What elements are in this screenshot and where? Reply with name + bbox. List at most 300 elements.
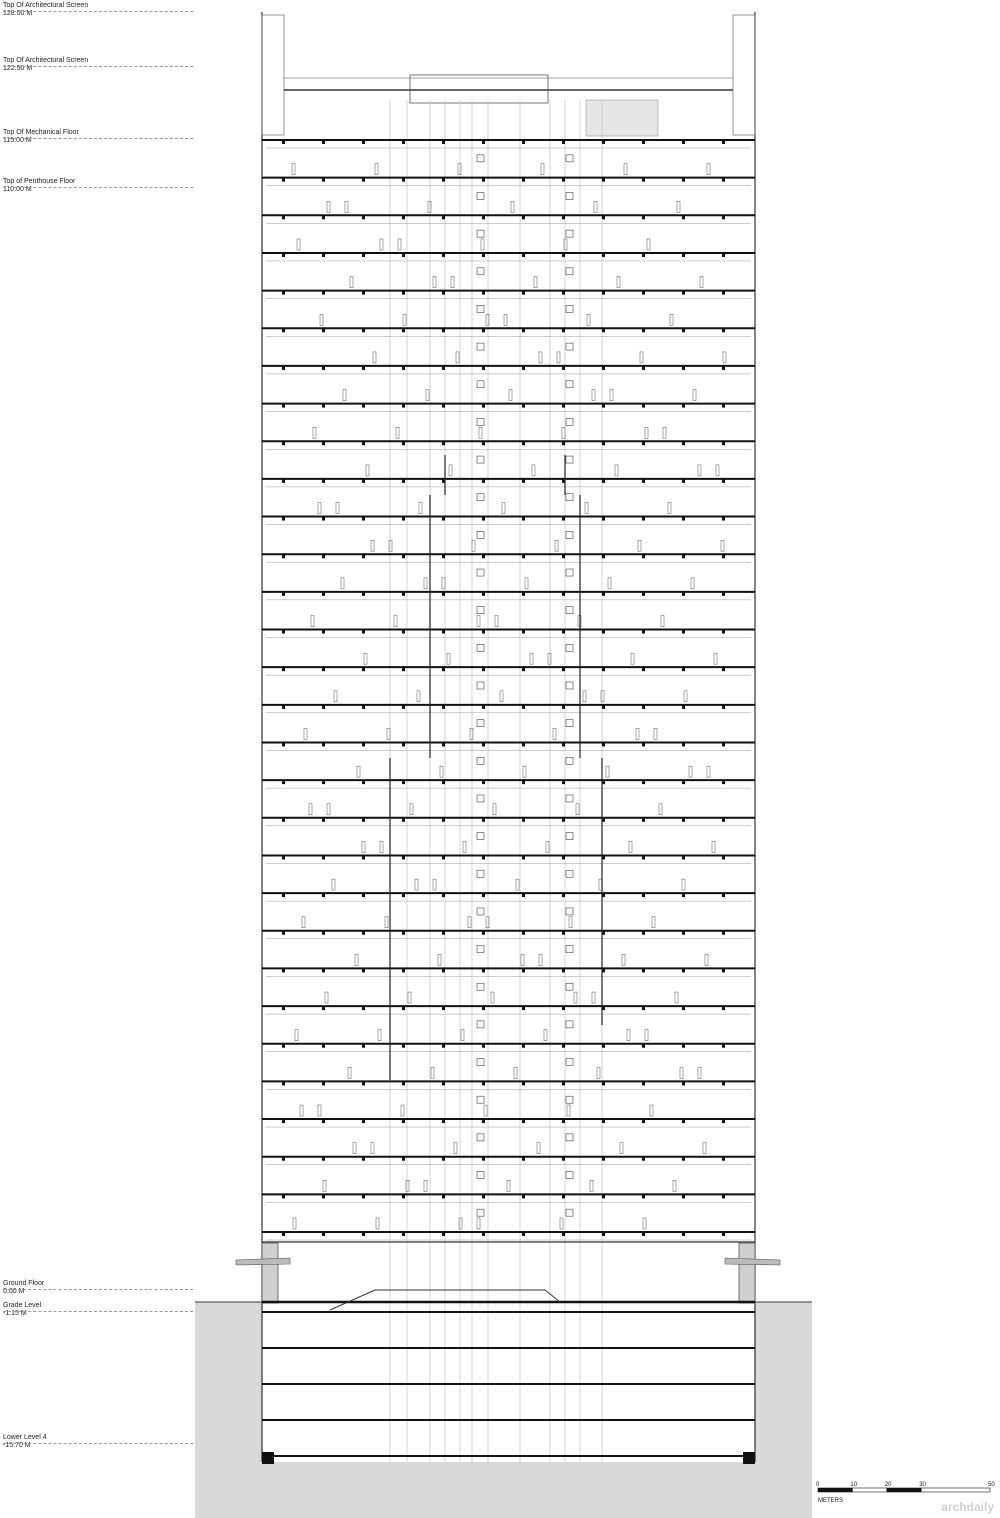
human-figure	[663, 427, 666, 438]
level-dash-line	[3, 11, 193, 12]
structural-column-mark	[522, 1232, 525, 1236]
structural-column-mark	[562, 140, 565, 144]
structural-column-mark	[602, 592, 605, 596]
structural-column-mark	[562, 742, 565, 746]
ground-floor-pier-right	[739, 1243, 755, 1303]
structural-column-mark	[562, 215, 565, 219]
level-name: Grade Level	[3, 1302, 42, 1309]
structural-column-mark	[282, 667, 285, 671]
elevator-door	[566, 644, 573, 651]
human-figure	[373, 352, 376, 363]
human-figure	[417, 691, 420, 702]
human-figure	[424, 1180, 427, 1191]
structural-column-mark	[602, 705, 605, 709]
structural-column-mark	[322, 968, 325, 972]
structural-column-mark	[562, 328, 565, 332]
human-figure	[631, 653, 634, 664]
structural-column-mark	[282, 1006, 285, 1010]
structural-column-mark	[722, 705, 725, 709]
human-figure	[546, 841, 549, 852]
human-figure	[442, 578, 445, 589]
structural-column-mark	[322, 1006, 325, 1010]
structural-column-mark	[282, 1194, 285, 1198]
structural-column-mark	[682, 968, 685, 972]
watermark-logo: archdaily	[941, 1500, 994, 1514]
structural-column-mark	[522, 780, 525, 784]
human-figure	[670, 314, 673, 325]
structural-column-mark	[722, 893, 725, 897]
structural-column-mark	[362, 1119, 365, 1123]
structural-column-mark	[682, 1081, 685, 1085]
structural-column-mark	[562, 1232, 565, 1236]
structural-column-mark	[602, 441, 605, 445]
structural-column-mark	[282, 1232, 285, 1236]
structural-column-mark	[482, 1044, 485, 1048]
structural-column-mark	[722, 1194, 725, 1198]
elevator-door	[477, 456, 484, 463]
human-figure	[426, 390, 429, 401]
structural-column-mark	[442, 1081, 445, 1085]
elevator-door	[566, 1172, 573, 1179]
structural-column-mark	[522, 1044, 525, 1048]
human-figure	[645, 1030, 648, 1041]
human-figure	[438, 954, 441, 965]
elevator-door	[477, 155, 484, 162]
human-figure	[458, 164, 461, 175]
human-figure	[493, 804, 496, 815]
structural-column-mark	[642, 667, 645, 671]
structural-column-mark	[602, 253, 605, 257]
structural-column-mark	[682, 1157, 685, 1161]
human-figure	[530, 653, 533, 664]
structural-column-mark	[322, 893, 325, 897]
structural-column-mark	[402, 1044, 405, 1048]
elevator-door	[566, 1209, 573, 1216]
human-figure	[424, 578, 427, 589]
structural-column-mark	[682, 328, 685, 332]
human-figure	[592, 390, 595, 401]
structural-column-mark	[642, 1157, 645, 1161]
structural-column-mark	[282, 742, 285, 746]
structural-column-mark	[602, 1194, 605, 1198]
human-figure	[587, 314, 590, 325]
human-figure	[371, 540, 374, 551]
elevator-door	[566, 305, 573, 312]
structural-column-mark	[442, 366, 445, 370]
human-figure	[555, 540, 558, 551]
elevator-door	[477, 908, 484, 915]
structural-column-mark	[282, 215, 285, 219]
elevator-door	[477, 569, 484, 576]
human-figure	[504, 314, 507, 325]
structural-column-mark	[402, 328, 405, 332]
structural-column-mark	[362, 479, 365, 483]
structural-column-mark	[482, 855, 485, 859]
structural-column-mark	[282, 328, 285, 332]
structural-column-mark	[322, 1157, 325, 1161]
structural-column-mark	[682, 592, 685, 596]
structural-column-mark	[282, 592, 285, 596]
human-figure	[511, 201, 514, 212]
structural-column-mark	[402, 554, 405, 558]
human-figure	[620, 1143, 623, 1154]
elevator-door	[566, 1134, 573, 1141]
structural-column-mark	[642, 554, 645, 558]
human-figure	[375, 164, 378, 175]
structural-column-mark	[362, 1044, 365, 1048]
human-figure	[562, 427, 565, 438]
structural-column-mark	[282, 931, 285, 935]
structural-column-mark	[682, 667, 685, 671]
structural-column-mark	[322, 140, 325, 144]
structural-column-mark	[642, 140, 645, 144]
elevator-door	[566, 230, 573, 237]
structural-column-mark	[642, 517, 645, 521]
human-figure	[606, 766, 609, 777]
structural-column-mark	[362, 253, 365, 257]
level-name: Top Of Mechanical Floor	[3, 129, 79, 136]
structural-column-mark	[402, 215, 405, 219]
structural-column-mark	[362, 1232, 365, 1236]
structural-column-mark	[282, 140, 285, 144]
human-figure	[433, 879, 436, 890]
structural-column-mark	[322, 931, 325, 935]
elevator-door	[477, 833, 484, 840]
structural-column-mark	[402, 1006, 405, 1010]
structural-column-mark	[522, 1081, 525, 1085]
structural-column-mark	[322, 1232, 325, 1236]
human-figure	[597, 1067, 600, 1078]
structural-column-mark	[522, 968, 525, 972]
elevator-door	[477, 1134, 484, 1141]
human-figure	[592, 992, 595, 1003]
elevator-door	[477, 381, 484, 388]
human-figure	[470, 728, 473, 739]
structural-column-mark	[642, 328, 645, 332]
structural-column-mark	[682, 1006, 685, 1010]
structural-column-mark	[682, 366, 685, 370]
human-figure	[415, 879, 418, 890]
structural-column-mark	[562, 780, 565, 784]
structural-column-mark	[562, 291, 565, 295]
elevator-door	[566, 192, 573, 199]
structural-column-mark	[682, 1232, 685, 1236]
human-figure	[590, 1180, 593, 1191]
structural-column-mark	[562, 404, 565, 408]
scale-bar-tick-label: 20	[884, 1482, 892, 1488]
human-figure	[348, 1067, 351, 1078]
structural-column-mark	[522, 667, 525, 671]
human-figure	[583, 691, 586, 702]
human-figure	[334, 691, 337, 702]
structural-column-mark	[362, 592, 365, 596]
ground-mass	[195, 1302, 812, 1518]
structural-column-mark	[322, 291, 325, 295]
structural-column-mark	[682, 742, 685, 746]
human-figure	[693, 390, 696, 401]
human-figure	[652, 917, 655, 928]
structural-column-mark	[442, 1194, 445, 1198]
structural-column-mark	[522, 441, 525, 445]
human-figure	[311, 616, 314, 627]
human-figure	[293, 1218, 296, 1229]
human-figure	[325, 992, 328, 1003]
structural-column-mark	[442, 931, 445, 935]
structural-column-mark	[282, 1119, 285, 1123]
structural-column-mark	[562, 1081, 565, 1085]
structural-column-mark	[482, 968, 485, 972]
structural-column-mark	[482, 705, 485, 709]
structural-column-mark	[522, 931, 525, 935]
structural-column-mark	[322, 215, 325, 219]
structural-column-mark	[722, 1081, 725, 1085]
structural-column-mark	[282, 818, 285, 822]
human-figure	[320, 314, 323, 325]
human-figure	[449, 465, 452, 476]
structural-column-mark	[442, 1157, 445, 1161]
structural-column-mark	[562, 1194, 565, 1198]
human-figure	[691, 578, 694, 589]
elevator-door	[566, 908, 573, 915]
structural-column-mark	[682, 630, 685, 634]
structural-column-mark	[322, 1119, 325, 1123]
structural-column-mark	[522, 818, 525, 822]
human-figure	[396, 427, 399, 438]
level-dash-line	[3, 187, 193, 188]
structural-column-mark	[402, 818, 405, 822]
structural-column-mark	[482, 178, 485, 182]
structural-column-mark	[602, 178, 605, 182]
human-figure	[380, 841, 383, 852]
human-figure	[557, 352, 560, 363]
human-figure	[300, 1105, 303, 1116]
human-figure	[624, 164, 627, 175]
human-figure	[622, 954, 625, 965]
human-figure	[509, 390, 512, 401]
structural-column-mark	[482, 441, 485, 445]
human-figure	[336, 503, 339, 514]
structural-column-mark	[522, 366, 525, 370]
structural-column-mark	[642, 1081, 645, 1085]
structural-column-mark	[402, 1081, 405, 1085]
human-figure	[343, 390, 346, 401]
structural-column-mark	[362, 404, 365, 408]
structural-column-mark	[402, 517, 405, 521]
human-figure	[723, 352, 726, 363]
structural-column-mark	[642, 1044, 645, 1048]
elevator-door	[477, 531, 484, 538]
structural-column-mark	[722, 479, 725, 483]
elevator-door	[477, 870, 484, 877]
structural-column-mark	[602, 479, 605, 483]
structural-column-mark	[642, 931, 645, 935]
human-figure	[627, 1030, 630, 1041]
human-figure	[364, 653, 367, 664]
level-label-mechanical-floor	[3, 129, 193, 145]
structural-column-mark	[282, 178, 285, 182]
structural-column-mark	[442, 968, 445, 972]
structural-column-mark	[722, 441, 725, 445]
structural-column-mark	[362, 140, 365, 144]
human-figure	[534, 277, 537, 288]
human-figure	[355, 954, 358, 965]
human-figure	[495, 616, 498, 627]
structural-column-mark	[402, 291, 405, 295]
human-figure	[661, 616, 664, 627]
human-figure	[398, 239, 401, 250]
structural-column-mark	[362, 554, 365, 558]
human-figure	[341, 578, 344, 589]
level-dash-line	[3, 138, 193, 139]
structural-column-mark	[722, 291, 725, 295]
structural-column-mark	[522, 554, 525, 558]
human-figure	[684, 691, 687, 702]
elevator-door	[477, 607, 484, 614]
human-figure	[323, 1180, 326, 1191]
structural-column-mark	[642, 441, 645, 445]
level-label-ground-floor	[3, 1280, 193, 1296]
scale-bar-unit: METERS	[818, 1498, 844, 1504]
elevator-door	[566, 833, 573, 840]
structural-column-mark	[562, 667, 565, 671]
human-figure	[477, 1218, 480, 1229]
structural-column-mark	[322, 253, 325, 257]
structural-column-mark	[402, 780, 405, 784]
structural-column-mark	[522, 517, 525, 521]
human-figure	[350, 277, 353, 288]
structural-column-mark	[442, 178, 445, 182]
elevator-door	[566, 1096, 573, 1103]
human-figure	[643, 1218, 646, 1229]
level-name: Ground Floor	[3, 1280, 45, 1287]
structural-column-mark	[282, 705, 285, 709]
level-elevation: 0.00 M	[3, 1288, 25, 1295]
structural-column-mark	[642, 855, 645, 859]
structural-column-mark	[522, 215, 525, 219]
structural-column-mark	[682, 517, 685, 521]
structural-column-mark	[642, 1119, 645, 1123]
human-figure	[385, 917, 388, 928]
human-figure	[502, 503, 505, 514]
human-figure	[318, 1105, 321, 1116]
elevator-door	[477, 1059, 484, 1066]
structural-column-mark	[362, 1081, 365, 1085]
structural-column-mark	[362, 855, 365, 859]
structural-column-mark	[722, 1044, 725, 1048]
human-figure	[544, 1030, 547, 1041]
human-figure	[327, 804, 330, 815]
structural-column-mark	[682, 1119, 685, 1123]
level-elevation: -15.70 M	[3, 1442, 31, 1449]
human-figure	[491, 992, 494, 1003]
structural-column-mark	[722, 140, 725, 144]
elevator-door	[477, 795, 484, 802]
elevator-door	[477, 418, 484, 425]
structural-column-mark	[322, 517, 325, 521]
structural-column-mark	[722, 780, 725, 784]
structural-column-mark	[482, 554, 485, 558]
structural-column-mark	[322, 592, 325, 596]
structural-column-mark	[602, 1157, 605, 1161]
human-figure	[548, 653, 551, 664]
structural-column-mark	[642, 630, 645, 634]
structural-column-mark	[522, 140, 525, 144]
human-figure	[721, 540, 724, 551]
elevator-door	[477, 192, 484, 199]
human-figure	[539, 954, 542, 965]
structural-column-mark	[402, 178, 405, 182]
structural-column-mark	[562, 1006, 565, 1010]
human-figure	[673, 1180, 676, 1191]
structural-column-mark	[442, 667, 445, 671]
elevator-door	[477, 1096, 484, 1103]
structural-column-mark	[682, 291, 685, 295]
structural-column-mark	[562, 1044, 565, 1048]
human-figure	[689, 766, 692, 777]
human-figure	[576, 804, 579, 815]
structural-column-mark	[482, 1157, 485, 1161]
structural-column-mark	[682, 780, 685, 784]
human-figure	[564, 239, 567, 250]
human-figure	[295, 1030, 298, 1041]
structural-column-mark	[522, 893, 525, 897]
level-name: Top of Penthouse Floor	[3, 178, 76, 185]
structural-column-mark	[442, 630, 445, 634]
human-figure	[585, 503, 588, 514]
structural-column-mark	[722, 931, 725, 935]
structural-column-mark	[522, 178, 525, 182]
human-figure	[459, 1218, 462, 1229]
structural-column-mark	[282, 479, 285, 483]
elevator-door	[566, 795, 573, 802]
structural-column-mark	[482, 479, 485, 483]
structural-column-mark	[682, 404, 685, 408]
structural-column-mark	[362, 893, 365, 897]
elevator-door	[477, 230, 484, 237]
structural-column-mark	[402, 968, 405, 972]
structural-column-mark	[682, 253, 685, 257]
structural-column-mark	[362, 742, 365, 746]
elevator-door	[566, 870, 573, 877]
elevator-door	[477, 757, 484, 764]
structural-column-mark	[282, 630, 285, 634]
structural-column-mark	[722, 667, 725, 671]
human-figure	[714, 653, 717, 664]
structural-column-mark	[682, 479, 685, 483]
canopy-right	[725, 1258, 780, 1265]
structural-column-mark	[362, 291, 365, 295]
human-figure	[313, 427, 316, 438]
structural-column-mark	[362, 968, 365, 972]
structural-column-mark	[482, 404, 485, 408]
structural-column-mark	[522, 742, 525, 746]
human-figure	[454, 1143, 457, 1154]
structural-column-mark	[522, 479, 525, 483]
structural-column-mark	[402, 479, 405, 483]
structural-column-mark	[562, 968, 565, 972]
level-dash-line	[3, 1443, 193, 1444]
structural-column-mark	[642, 1194, 645, 1198]
human-figure	[353, 1143, 356, 1154]
human-figure	[569, 917, 572, 928]
elevator-door	[477, 983, 484, 990]
structural-column-mark	[442, 215, 445, 219]
structural-column-mark	[282, 1044, 285, 1048]
structural-column-mark	[642, 1232, 645, 1236]
human-figure	[472, 540, 475, 551]
structural-column-mark	[562, 592, 565, 596]
human-figure	[680, 1067, 683, 1078]
